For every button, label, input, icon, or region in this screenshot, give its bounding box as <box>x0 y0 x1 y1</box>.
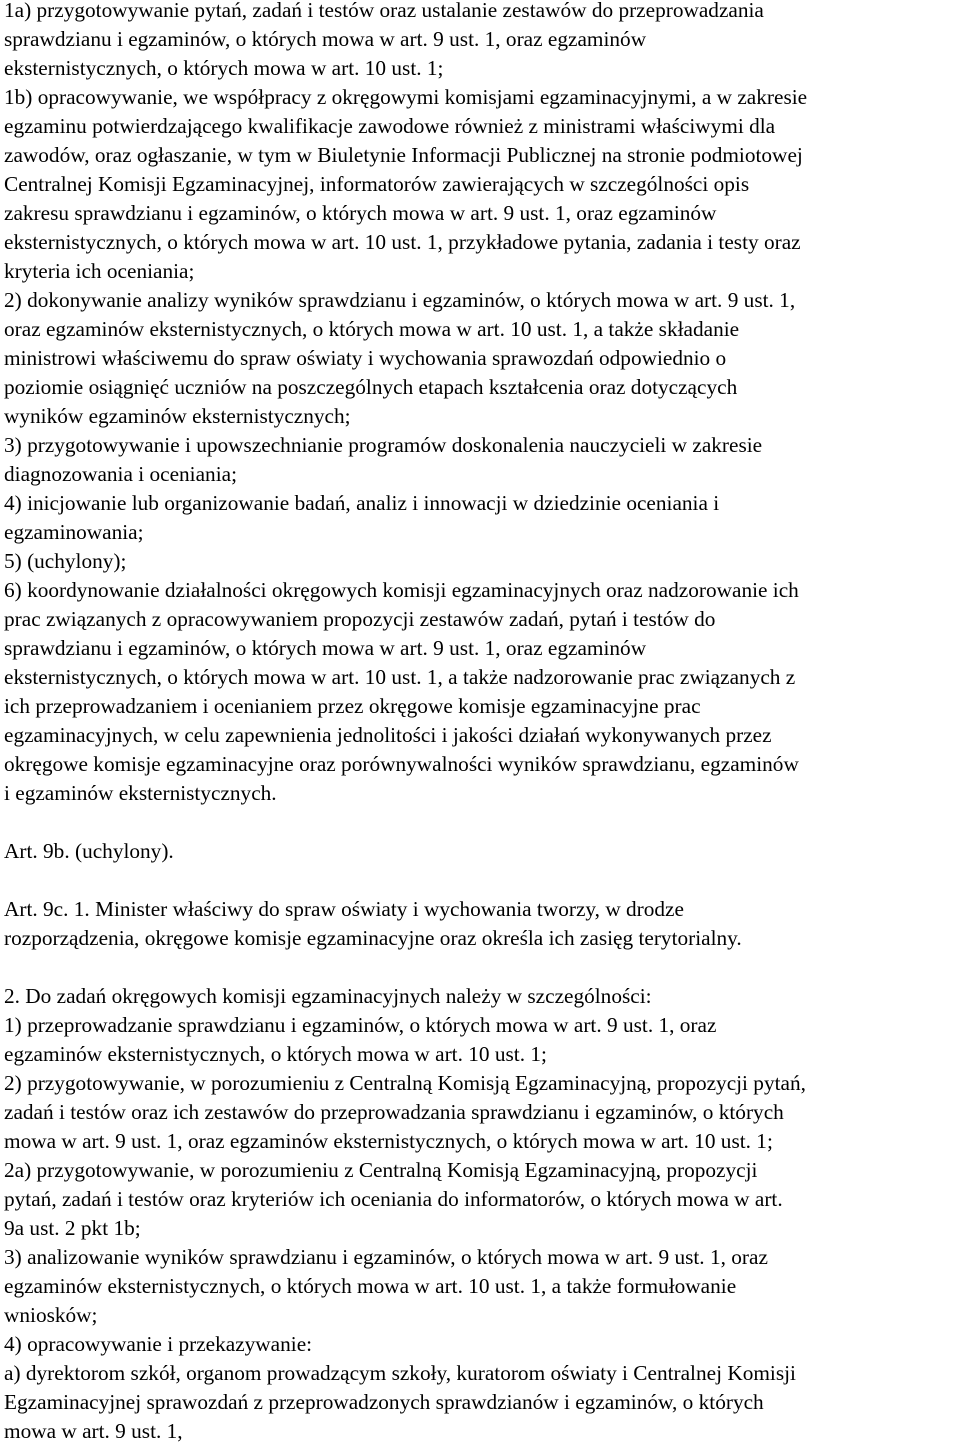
text-line: diagnozowania i oceniania; <box>4 462 237 486</box>
text-line: Egzaminacyjnej sprawozdań z przeprowadzonych sprawdzianów i egzaminów, o których <box>4 1390 764 1414</box>
text-line: 2. Do zadań okręgowych komisji egzaminacyjnych należy w szczególności: <box>4 984 652 1008</box>
text-line: wniosków; <box>4 1303 98 1327</box>
text-line: pytań, zadań i testów oraz kryteriów ich oceniania do informatorów, o których mowa w art. <box>4 1187 783 1211</box>
text-line: kryteria ich oceniania; <box>4 259 195 283</box>
text-line: okręgowe komisje egzaminacyjne oraz porównywalności wyników sprawdzianu, egzaminów <box>4 752 799 776</box>
text-line: rozporządzenia, okręgowe komisje egzaminacyjne oraz określa ich zasięg terytorialny. <box>4 926 742 950</box>
text-line: zadań i testów oraz ich zestawów do przeprowadzania sprawdzianu i egzaminów, o których <box>4 1100 784 1124</box>
text-line: i egzaminów eksternistycznych. <box>4 781 277 805</box>
text-line: 4) inicjowanie lub organizowanie badań, analiz i innowacji w dziedzinie oceniania i <box>4 491 720 515</box>
text-line: mowa w art. 9 ust. 1, <box>4 1419 183 1443</box>
text-line: ich przeprowadzaniem i ocenianiem przez okręgowe komisje egzaminacyjne prac <box>4 694 701 718</box>
text-line: zakresu sprawdzianu i egzaminów, o których mowa w art. 9 ust. 1, oraz egzaminów <box>4 201 717 225</box>
text-line: eksternistycznych, o których mowa w art. 10 ust. 1, a także nadzorowanie prac związanych z <box>4 665 796 689</box>
text-line: 4) opracowywanie i przekazywanie: <box>4 1332 313 1356</box>
text-line: 1) przeprowadzanie sprawdzianu i egzaminów, o których mowa w art. 9 ust. 1, oraz <box>4 1013 717 1037</box>
text-line: 2) dokonywanie analizy wyników sprawdzianu i egzaminów, o których mowa w art. 9 ust. 1, <box>4 288 796 312</box>
text-line: 6) koordynowanie działalności okręgowych komisji egzaminacyjnych oraz nadzorowanie ich <box>4 578 799 602</box>
text-line: 2) przygotowywanie, w porozumieniu z Centralną Komisją Egzaminacyjną, propozycji pytań, <box>4 1071 806 1095</box>
text-line: wyników egzaminów eksternistycznych; <box>4 404 351 428</box>
text-line: prac związanych z opracowywaniem propozycji zestawów zadań, pytań i testów do <box>4 607 716 631</box>
text-line: zawodów, oraz ogłaszanie, w tym w Biuletynie Informacji Publicznej na stronie podmiotowej <box>4 143 803 167</box>
text-line: 2a) przygotowywanie, w porozumieniu z Centralną Komisją Egzaminacyjną, propozycji <box>4 1158 758 1182</box>
text-line: 9a ust. 2 pkt 1b; <box>4 1216 141 1240</box>
text-line: eksternistycznych, o których mowa w art. 10 ust. 1, przykładowe pytania, zadania i testy oraz <box>4 230 801 254</box>
blank-line <box>4 808 956 837</box>
text-line: mowa w art. 9 ust. 1, oraz egzaminów eksternistycznych, o których mowa w art. 10 ust. 1; <box>4 1129 773 1153</box>
text-line: poziomie osiągnięć uczniów na poszczególnych etapach kształcenia oraz dotyczących <box>4 375 738 399</box>
text-line: 3) przygotowywanie i upowszechnianie programów doskonalenia nauczycieli w zakresie <box>4 433 763 457</box>
text-line: oraz egzaminów eksternistycznych, o których mowa w art. 10 ust. 1, a także składanie <box>4 317 740 341</box>
document-page <box>4 0 956 1446</box>
text-line: Centralnej Komisji Egzaminacyjnej, informatorów zawierających w szczególności opis <box>4 172 750 196</box>
text-line: 5) (uchylony); <box>4 549 127 573</box>
text-line: egzaminów eksternistycznych, o których mowa w art. 10 ust. 1, a także formułowanie <box>4 1274 737 1298</box>
text-line: ministrowi właściwemu do spraw oświaty i wychowania sprawozdań odpowiednio o <box>4 346 727 370</box>
article-heading: Art. 9b. (uchylony). <box>4 839 174 863</box>
text-line: egzaminowania; <box>4 520 144 544</box>
text-line: sprawdzianu i egzaminów, o których mowa w art. 9 ust. 1, oraz egzaminów <box>4 636 647 660</box>
text-line: 1a) przygotowywanie pytań, zadań i testów oraz ustalanie zestawów do przeprowadzania <box>4 0 764 22</box>
article-heading: Art. 9c. 1. Minister właściwy do spraw oświaty i wychowania tworzy, w drodze <box>4 897 684 921</box>
blank-line <box>4 953 956 982</box>
text-line: egzaminu potwierdzającego kwalifikacje zawodowe również z ministrami właściwymi dla <box>4 114 776 138</box>
text-line: sprawdzianu i egzaminów, o których mowa w art. 9 ust. 1, oraz egzaminów <box>4 27 647 51</box>
text-line: a) dyrektorom szkół, organom prowadzącym szkoły, kuratorom oświaty i Centralnej Komisji <box>4 1361 796 1385</box>
text-line: 1b) opracowywanie, we współpracy z okręgowymi komisjami egzaminacyjnymi, a w zakresie <box>4 85 808 109</box>
text-line: eksternistycznych, o których mowa w art. 10 ust. 1; <box>4 56 444 80</box>
blank-line <box>4 866 956 895</box>
text-line: egzaminów eksternistycznych, o których mowa w art. 10 ust. 1; <box>4 1042 547 1066</box>
text-line: egzaminacyjnych, w celu zapewnienia jednolitości i jakości działań wykonywanych przez <box>4 723 772 747</box>
text-line: 3) analizowanie wyników sprawdzianu i egzaminów, o których mowa w art. 9 ust. 1, oraz <box>4 1245 768 1269</box>
